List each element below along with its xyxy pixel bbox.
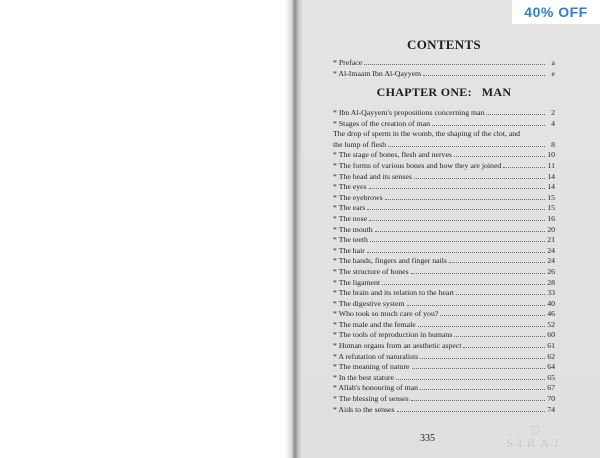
toc-entry bbox=[333, 172, 555, 183]
dot-leader bbox=[411, 273, 545, 274]
toc-entry-label: * The brain and its relation to the heart bbox=[333, 288, 455, 298]
toc-entry bbox=[333, 352, 555, 363]
toc-entry-label: * The meaning of nature bbox=[333, 362, 410, 372]
toc-entry bbox=[333, 341, 555, 352]
toc-entry-label: * The male and the female bbox=[333, 319, 416, 329]
chapter-one-toc bbox=[333, 108, 555, 415]
dot-leader bbox=[369, 220, 545, 221]
toc-entry bbox=[333, 182, 555, 193]
toc-entry bbox=[333, 108, 555, 119]
toc-entry-page: 40 bbox=[547, 298, 555, 308]
dot-leader bbox=[369, 188, 545, 189]
siraj-watermark bbox=[500, 418, 570, 451]
dot-leader bbox=[449, 262, 545, 263]
toc-entry-label: * Ibn Al-Qayyem's propositions concerning man bbox=[333, 108, 485, 117]
toc-entry bbox=[333, 193, 555, 204]
toc-entry-page: 24 bbox=[547, 245, 555, 255]
toc-entry-page: e bbox=[551, 68, 555, 78]
dot-leader bbox=[367, 209, 545, 210]
toc-entry bbox=[333, 320, 555, 331]
toc-entry bbox=[333, 278, 555, 289]
toc-entry-label: * The mouth bbox=[333, 224, 373, 234]
toc-entry-page: 67 bbox=[547, 383, 555, 393]
toc-entry-page: 52 bbox=[547, 319, 555, 329]
siraj-wordmark: SIRAJ bbox=[506, 436, 564, 450]
toc-entry-label: * The head and its senses bbox=[333, 171, 412, 181]
siraj-logo-icon: ۞ bbox=[529, 417, 541, 437]
toc-entry bbox=[333, 161, 555, 172]
toc-entry-label: * Who took so much care of you? bbox=[333, 309, 439, 319]
toc-entry bbox=[333, 129, 555, 140]
toc-entry-page: 14 bbox=[547, 171, 555, 181]
toc-entry-label: * The eyebrows bbox=[333, 192, 383, 202]
toc-entry-page: 33 bbox=[547, 288, 555, 298]
toc-entry bbox=[333, 330, 555, 341]
toc-entry bbox=[333, 246, 555, 257]
toc-entry-page: 26 bbox=[547, 266, 555, 276]
dot-leader bbox=[503, 167, 545, 168]
toc-entry bbox=[333, 383, 555, 394]
dot-leader bbox=[367, 252, 545, 253]
toc-entry-label: * The ears bbox=[333, 203, 366, 213]
dot-leader bbox=[382, 284, 545, 285]
chapter-heading: CHAPTER ONE: MAN bbox=[376, 85, 512, 99]
toc-entry bbox=[333, 309, 555, 320]
toc-entry bbox=[333, 405, 555, 416]
toc-entry-page: 65 bbox=[547, 372, 555, 382]
toc-entry-page: 14 bbox=[547, 182, 555, 192]
dot-leader bbox=[370, 241, 545, 242]
toc-entry-label: * The ligament bbox=[333, 277, 381, 287]
toc-entry-label: * Aids to the senses bbox=[333, 404, 395, 414]
dot-leader bbox=[432, 125, 545, 126]
dot-leader bbox=[454, 156, 545, 157]
toc-entry bbox=[333, 256, 555, 267]
toc-entry-page: 64 bbox=[547, 362, 555, 372]
toc-entry-label: * The stage of bones, flesh and nerves bbox=[333, 150, 452, 160]
dot-leader bbox=[463, 347, 545, 348]
toc-entry-label: * Stages of the creation of man bbox=[333, 118, 430, 128]
toc-entry-label: * In the best stature bbox=[333, 372, 395, 382]
dot-leader bbox=[375, 231, 545, 232]
toc-entry-page: 2 bbox=[551, 108, 555, 117]
discount-badge[interactable]: 40% OFF bbox=[512, 0, 600, 24]
toc-entry-page: 15 bbox=[547, 192, 555, 202]
dot-leader bbox=[407, 305, 545, 306]
toc-entry-page: 70 bbox=[547, 394, 555, 404]
dot-leader bbox=[454, 336, 545, 337]
toc-entry-label: * The digestive system bbox=[333, 298, 405, 308]
toc-entry-page: 60 bbox=[547, 330, 555, 340]
dot-leader bbox=[440, 315, 545, 316]
toc-entry-label: * The hands, fingers and finger nails bbox=[333, 256, 447, 266]
toc-entry-label: * Al-Imaam Ibn Al-Qayyem bbox=[333, 68, 422, 78]
toc-entry-label: * The structure of bones bbox=[333, 266, 409, 276]
dot-leader bbox=[385, 199, 545, 200]
toc-entry-page: 20 bbox=[547, 224, 555, 234]
dot-leader bbox=[414, 178, 545, 179]
dot-leader bbox=[423, 75, 545, 76]
toc-entry-label: * Allah's honouring of man bbox=[333, 383, 418, 393]
toc-entry-label: * Human organs from an aesthetic aspect bbox=[333, 341, 462, 351]
toc-entry-page: 4 bbox=[551, 118, 555, 128]
toc-entry-page: 16 bbox=[547, 213, 555, 223]
dot-leader bbox=[418, 326, 545, 327]
dot-leader bbox=[456, 294, 545, 295]
dot-leader bbox=[388, 146, 545, 147]
toc-entry-label: * The forms of various bones and how they are joined bbox=[333, 160, 502, 170]
toc-entry-label: The drop of sperm in the womb, the shaping of the clot, and bbox=[333, 129, 521, 139]
toc-entry-label: * The teeth bbox=[333, 235, 368, 245]
dot-leader bbox=[412, 368, 546, 369]
toc-entry bbox=[333, 267, 555, 278]
toc-entry-page: 46 bbox=[547, 309, 555, 319]
dot-leader bbox=[397, 411, 545, 412]
toc-entry bbox=[333, 373, 555, 384]
dot-leader bbox=[396, 379, 545, 380]
toc-entry-page: 11 bbox=[547, 160, 555, 170]
page-number: 335 bbox=[420, 433, 435, 444]
toc-entry bbox=[333, 235, 555, 246]
dot-leader bbox=[486, 114, 545, 115]
toc-entry-page: 21 bbox=[547, 235, 555, 245]
dot-leader bbox=[364, 64, 545, 65]
toc-entry-page: 74 bbox=[547, 404, 555, 414]
toc-entry bbox=[333, 394, 555, 405]
toc-entry-page: 61 bbox=[547, 341, 555, 351]
toc-entry bbox=[333, 299, 555, 310]
toc-entry bbox=[333, 58, 555, 69]
toc-entry-label: * The hair bbox=[333, 245, 365, 255]
toc-entry bbox=[333, 203, 555, 214]
toc-entry-page: 8 bbox=[551, 139, 555, 149]
toc-entry-label: * The tools of reproduction in humans bbox=[333, 330, 453, 340]
toc-entry-page: 24 bbox=[547, 256, 555, 266]
toc-entry bbox=[333, 214, 555, 225]
toc-entry-label: * The blessing of senses bbox=[333, 394, 409, 404]
dot-leader bbox=[420, 358, 545, 359]
toc-entry bbox=[333, 140, 555, 151]
toc-entry-page: 10 bbox=[547, 150, 555, 160]
toc-entry bbox=[333, 288, 555, 299]
toc-entry-label: * The eyes bbox=[333, 182, 367, 192]
toc-entry-page: a bbox=[551, 58, 555, 67]
book-gutter bbox=[285, 0, 303, 458]
toc-entry-label: the lump of flesh bbox=[333, 139, 387, 149]
toc-entry-label: * A refutation of naturalists bbox=[333, 351, 419, 361]
front-matter-list bbox=[333, 58, 555, 79]
toc-entry-page: 15 bbox=[547, 203, 555, 213]
dot-leader bbox=[411, 400, 545, 401]
contents-heading: CONTENTS bbox=[407, 37, 481, 52]
toc-entry-label: * Preface bbox=[333, 58, 363, 67]
dot-leader bbox=[420, 389, 545, 390]
toc-entry-page: 28 bbox=[547, 277, 555, 287]
toc-entry bbox=[333, 119, 555, 130]
toc-entry bbox=[333, 362, 555, 373]
toc-entry-label: * The nose bbox=[333, 213, 368, 223]
toc-entry bbox=[333, 225, 555, 236]
toc-entry-page: 62 bbox=[547, 351, 555, 361]
left-page bbox=[0, 0, 285, 458]
toc-entry bbox=[333, 69, 555, 80]
toc-entry bbox=[333, 150, 555, 161]
